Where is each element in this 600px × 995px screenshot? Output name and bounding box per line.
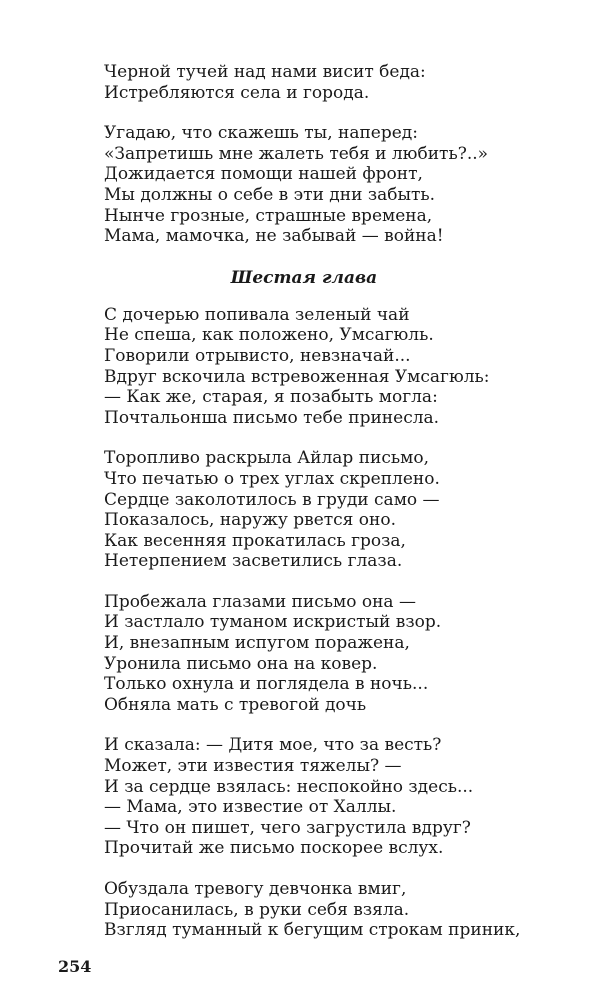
stanza	[104, 123, 574, 247]
poem-line: Обняла мать с тревогой дочь	[104, 694, 367, 715]
poem-line: Почтальонша письмо тебе принесла.	[104, 407, 440, 428]
poem-line: Говорили отрывисто, невзначай...	[104, 345, 411, 366]
chapter-title: Шестая глава	[230, 267, 378, 288]
stanza	[104, 879, 574, 941]
poem-line: Прочитай же письмо поскорее вслух.	[104, 838, 444, 859]
poem-before-chapter	[104, 62, 574, 247]
poem-line: И застлало туманом искристый взор.	[104, 612, 442, 633]
stanza	[104, 305, 574, 429]
stanza	[104, 735, 574, 859]
poem-line: Мама, мамочка, не забывай — война!	[104, 226, 444, 247]
poem-line: Только охнула и поглядела в ночь...	[104, 674, 429, 695]
poem-line: Нынче грозные, страшные времена,	[104, 205, 433, 226]
poem-line: Торопливо раскрыла Айлар письмо,	[104, 448, 430, 469]
poem-line: И сказала: — Дитя мое, что за весть?	[104, 735, 442, 756]
stanza	[104, 592, 574, 716]
poem-after-chapter	[104, 305, 574, 941]
poem-line: Показалось, наружу рвется оно.	[104, 510, 397, 531]
page-number: 254	[58, 957, 92, 976]
poem-line: Мы должны о себе в эти дни забыть.	[104, 184, 436, 205]
poem-text	[104, 62, 574, 961]
poem-line: Дожидается помощи нашей фронт,	[104, 164, 423, 185]
poem-line: Обуздала тревогу девчонка вмиг,	[104, 879, 407, 899]
poem-line: Что печатью о трех углах скреплено.	[104, 468, 440, 489]
poem-line: Не спеша, как положено, Умсагюль.	[104, 325, 434, 346]
poem-line: — Как же, старая, я позабыть могла:	[104, 387, 438, 408]
poem-line: И, внезапным испугом поражена,	[104, 633, 410, 654]
poem-line: И за сердце взялась: неспокойно здесь...	[104, 776, 474, 797]
poem-line: Нетерпением засветились глаза.	[104, 551, 403, 572]
stanza	[104, 62, 574, 103]
poem-line: — Мама, это известие от Халлы.	[104, 797, 397, 818]
poem-line: Сердце заколотилось в груди само —	[104, 489, 440, 510]
poem-line: Угадаю, что скажешь ты, наперед:	[104, 123, 419, 144]
poem-line: Может, эти известия тяжелы? —	[104, 756, 402, 777]
poem-line: Пробежала глазами письмо она —	[104, 591, 416, 612]
poem-line: Уронила письмо она на ковер.	[104, 653, 378, 674]
poem-line: Истребляются села и города.	[104, 82, 370, 103]
poem-line: — Что он пишет, чего загрустила вдруг?	[104, 817, 471, 838]
poem-line: С дочерью попивала зеленый чай	[104, 304, 410, 325]
poem-line: Черной тучей над нами висит беда:	[104, 62, 426, 82]
poem-line: Приосанилась, в руки себя взяла.	[104, 899, 410, 920]
poem-line: Взгляд туманный к бегущим строкам приник,	[104, 920, 521, 941]
poem-line: Вдруг вскочила встревоженная Умсагюль:	[104, 366, 490, 387]
poem-line: Как весенняя прокатилась гроза,	[104, 530, 406, 551]
poem-line: «Запретишь мне жалеть тебя и любить?..»	[104, 143, 489, 164]
stanza	[104, 448, 574, 572]
